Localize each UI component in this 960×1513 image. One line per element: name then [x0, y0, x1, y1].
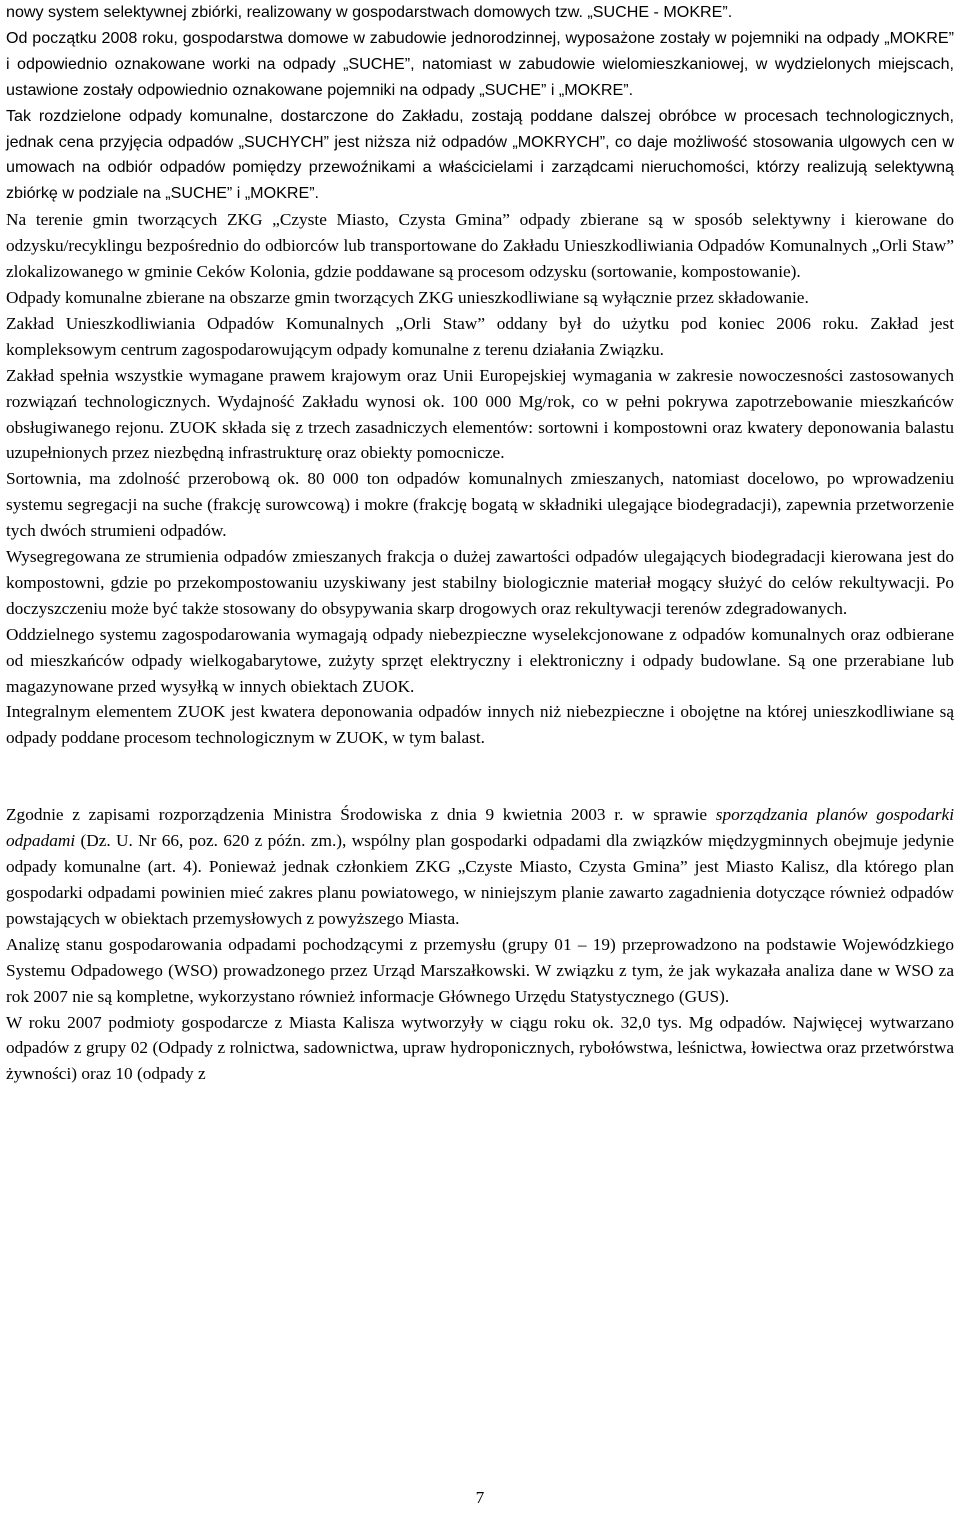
paragraph: Na terenie gmin tworzących ZKG „Czyste Miasto, Czysta Gmina” odpady zbierane są w sposób selektywny i kierowane do odzysku/recyklingu bezpośrednio do odbiorców lub transportowane do Zakładu Unieszkodliwiania Odpadów Komunalnych „Orli Staw” zlokalizowanego w gminie Ceków Kolonia, gdzie poddawane są procesom odzysku (sortowanie, kompostowanie).: [6, 210, 954, 282]
paragraph: Zakład Unieszkodliwiania Odpadów Komunalnych „Orli Staw” oddany był do użytku pod koniec 2006 roku. Zakład jest kompleksowym centrum zagospodarowującym odpady komunalne z terenu działania Związku.: [6, 313, 954, 359]
paragraph: Integralnym elementem ZUOK jest kwatera deponowania odpadów innych niż niebezpieczne i obojętne na której unieszkodliwiane są odpady poddane procesom technologicznym w ZUOK, w tym balast.: [6, 702, 954, 748]
paragraph: Zakład spełnia wszystkie wymagane prawem krajowym oraz Unii Europejskiej wymagania w zakresie nowoczesności zastosowanych rozwiązań technologicznych. Wydajność Zakładu wynosi ok. 100 000 Mg/rok, co w pełni pokrywa zapotrzebowanie mieszkańców obsługiwanego rejonu. ZUOK składa się z trzech zasadniczych elementów: sortowni i kompostowni oraz kwatery deponowania balastu uzupełnionych przez niezbędną infrastrukturę oraz obiekty pomocnicze.: [6, 365, 954, 463]
regulation-title: sporządzania planów gospodarki odpadami: [6, 805, 955, 851]
regulation-paragraph: [6, 802, 954, 932]
paragraph: Wysegregowana ze strumienia odpadów zmieszanych frakcja o dużej zawartości odpadów ulegających biodegradacji kierowana jest do kompostowni, gdzie po przekompostowaniu uzyskiwany jest stabilny biologicznie materiał mogący służyć do celów rekultywacji. Po doczyszczeniu może być także stosowany do obsypywania skarp drogowych oraz rekultywacji terenów zdegradowanych.: [6, 547, 954, 618]
regulation-text-after: (Dz. U. Nr 66, poz. 620 z późn. zm.), wspólny plan gospodarki odpadami dla związków międzygminnych obejmuje jedynie odpady komunalne (art. 4). Ponieważ jednak członkiem ZKG „Czyste Miasto, Czysta Gmina” jest Miasto Kalisz, dla którego plan gospodarki odpadami powinien mieć zakres planu powiatowego, w niniejszym planie zawarto zagadnienia dotyczące również odpadów powstających w obiektach przemysłowych z powyższego Miasta.: [6, 831, 954, 928]
paragraph: Odpady komunalne zbierane na obszarze gmin tworzących ZKG unieszkodliwiane są wyłącznie przez składowanie.: [6, 287, 809, 307]
paragraph: Tak rozdzielone odpady komunalne, dostarczone do Zakładu, zostają poddane dalszej obróbce w procesach technologicznych, jednak cena przyjęcia odpadów „SUCHYCH” jest niższa niż odpadów „MOKRYCH”, co daje możliwość stosowania ulgowych cen w umowach na odbiór odpadów pomiędzy przewoźnikami a właścicielami i zarządcami nieruchomości, którzy realizują selektywną zbiórkę w podziale na „SUCHE” i „MOKRE”.: [6, 106, 954, 203]
paragraph: nowy system selektywnej zbiórki, realizowany w gospodarstwach domowych tzw. „SUCHE - MOKRE”.: [6, 3, 733, 21]
regulation-text-before: Zgodnie z zapisami rozporządzenia Ministra Środowiska z dnia 9 kwietnia 2003 r. w sprawie: [6, 805, 716, 825]
paragraph: Oddzielnego systemu zagospodarowania wymagają odpady niebezpieczne wyselekcjonowane z odpadów komunalnych oraz odbierane od mieszkańców odpady wielkogabarytowe, zużyty sprzęt elektryczny i elektroniczny i odpady budowlane. Są one przerabiane lub magazynowane przed wysyłką w innych obiektach ZUOK.: [6, 624, 954, 696]
paragraph-gap: [6, 751, 954, 802]
paragraph: Sortownia, ma zdolność przerobową ok. 80 000 ton odpadów komunalnych zmieszanych, natomiast docelowo, po wprowadzeniu systemu segregacji na suche (frakcję surowcową) i mokre (frakcję bogatą w składniki ulegające biodegradacji), zapewnia przetworzenie tych dwóch strumieni odpadów.: [6, 469, 954, 541]
paragraph: Analizę stanu gospodarowania odpadami pochodzącymi z przemysłu (grupy 01 – 19) przeprowadzono na podstawie Wojewódzkiego Systemu Odpadowego (WSO) prowadzonego przez Urząd Marszałkowski. W związku z tym, że jak wykazała analiza dane w WSO za rok 2007 nie są kompletne, wykorzystano również informacje Głównego Urzędu Statystycznego (GUS).: [6, 934, 954, 1006]
paragraph: Od początku 2008 roku, gospodarstwa domowe w zabudowie jednorodzinnej, wyposażone zostały w pojemniki na odpady „MOKRE” i odpowiednio oznakowane worki na odpady „SUCHE”, natomiast w zabudowie wielomieszkaniowej, w wydzielonych miejscach, ustawione zostały odpowiednio oznakowane pojemniki na odpady „SUCHE” i „MOKRE”.: [6, 28, 954, 99]
paragraph: W roku 2007 podmioty gospodarcze z Miasta Kalisza wytworzyły w ciągu roku ok. 32,0 tys. Mg odpadów. Najwięcej wytwarzano odpadów z grupy 02 (Odpady z rolnictwa, sadownictwa, upraw hydroponicznych, rybołówstwa, leśnictwa, łowiectwa oraz przetwórstwa żywności) oraz 10 (odpady z: [6, 1012, 954, 1084]
page-number: 7: [475, 1488, 485, 1507]
